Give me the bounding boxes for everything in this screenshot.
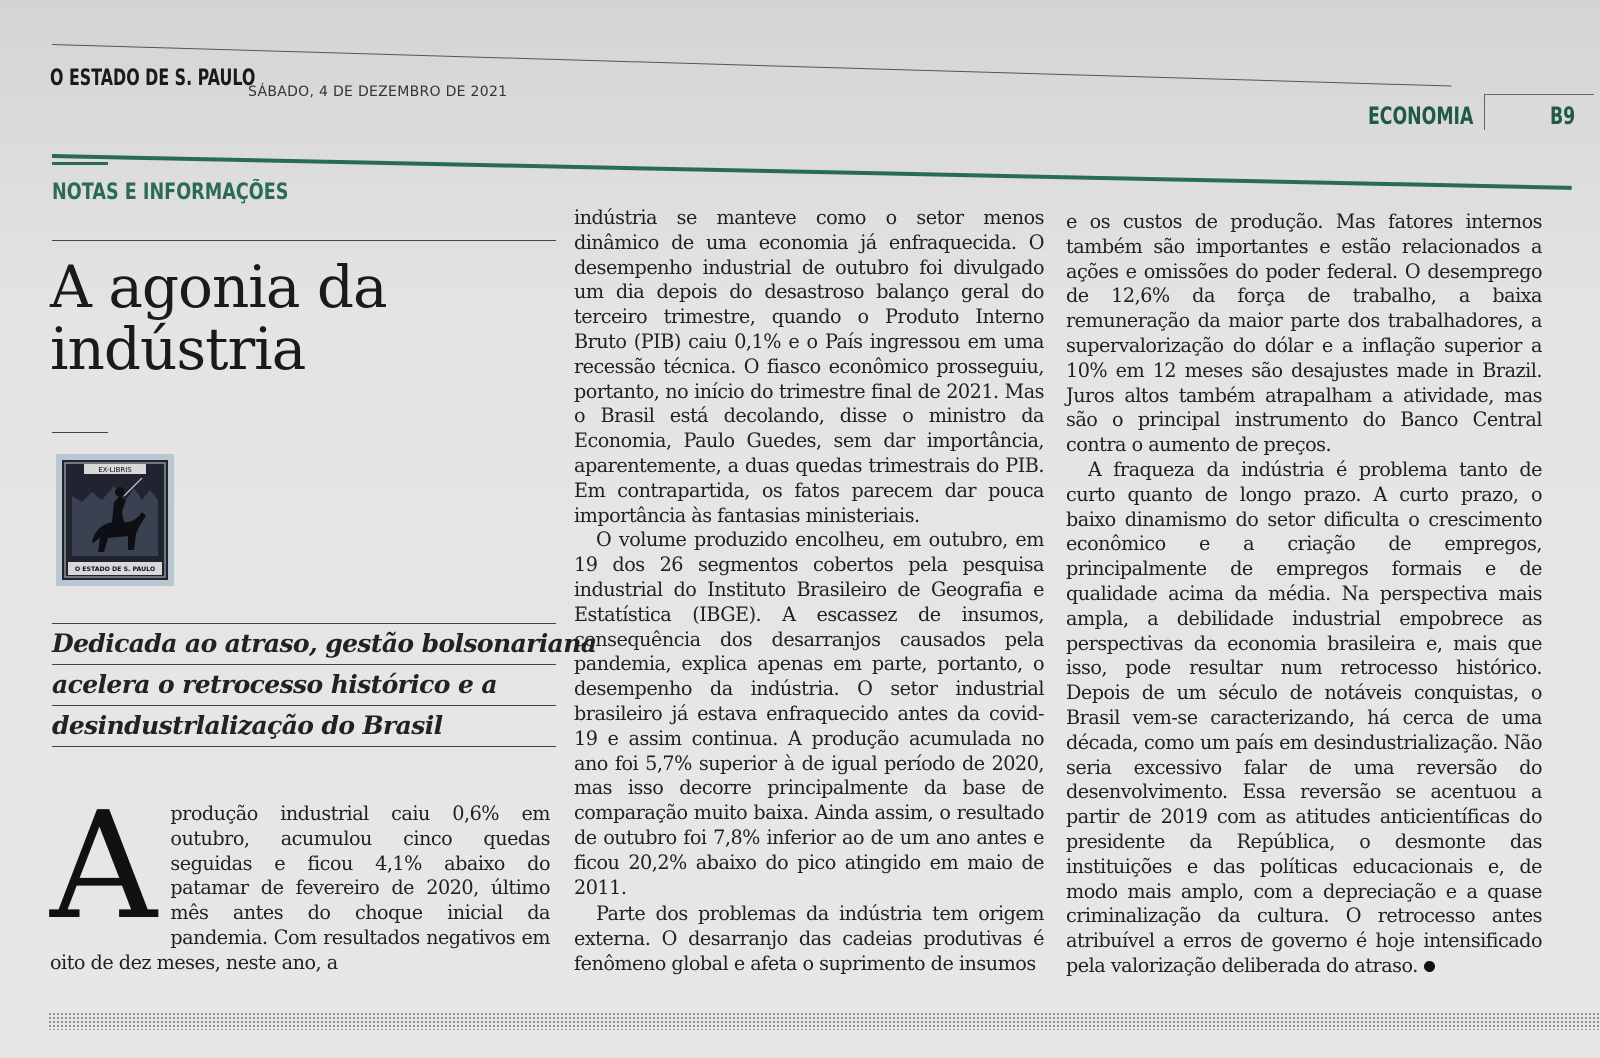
- seal-bottom-text: O ESTADO DE S. PAULO: [74, 566, 156, 573]
- article-paragraph: [1066, 458, 1542, 979]
- article-paragraph: Parte dos problemas da indústria tem origem externa. O desarranjo das cadeias produtivas é fenômeno global e afeta o suprimento de insumos: [574, 902, 1044, 975]
- section-name: ECONOMIA: [1368, 102, 1474, 130]
- article-paragraph: e os custos de produção. Mas fatores internos também são importantes e estão relacionados a ações e omissões do poder federal. O desemprego de 12,6% da força de trabalho, a baixa remuneração da maior parte dos trabalhadores, a supervalorização do dólar e a inflação superior a 10% em 12 meses são desajustes made in Brazil. Juros altos também atrapalham a atividade, mas são o principal instrumento do Banco Central contra o aumento de preços.: [1066, 210, 1542, 457]
- headline-line-1: A agonia da: [50, 253, 387, 321]
- subhead-line-1: Dedicada ao atraso, gestão bolsonariana: [52, 624, 556, 665]
- subhead-line-2: acelera o retrocesso histórico e a: [52, 665, 556, 706]
- section-rule-accent: [52, 162, 108, 165]
- article-column-3: [1066, 210, 1542, 979]
- subhead: [52, 624, 597, 747]
- masthead: O ESTADO DE S. PAULO: [50, 66, 256, 91]
- page-number: B9: [1550, 102, 1576, 130]
- top-rule: [52, 44, 1451, 87]
- article-paragraph-text: A fraqueza da indústria é problema tanto de curto quanto de longo prazo. A curto prazo, o baixo dinamismo do setor dificulta o crescimento econômico e a criação de empregos, principalmente de empregos formais e de qualidade acima da média. Na perspectiva mais ampla, a debilidade industrial empobrece as perspectivas da economia brasileira e, mais que isso, pode resultar num retrocesso histórico. Depois de um século de notáveis conquistas, o Brasil vem-se caracterizando, há cerca de uma década, como um país em desindustrialização. Não seria excessivo falar de uma reversão do desenvolvimento. Essa reversão se acentuou a partir de 2019 com as atitudes anticientíficas do presidente da República, o desmonte das instituições e das políticas educacionais e, de modo mais amplo, com a depreciação e a quase criminalização da cultura. O retrocesso antes atribuível a erros de governo é hoje intensificado pela valorização deliberada do atraso.: [1066, 457, 1542, 977]
- kicker: NOTAS E INFORMAÇÕES: [52, 180, 289, 205]
- article-paragraph: O volume produzido encolheu, em outubro, em 19 dos 26 segmentos cobertos pela pesquisa industrial do Instituto Brasileiro de Geografia e Estatística (IBGE). A escassez de insumos, consequência dos desarranjos causados pela pandemia, explica apenas em parte, portanto, o desempenho da indústria. O setor industrial brasileiro já estava enfraquecido antes da covid-19 e assim continua. A produção acumulada no ano foi 5,7% superior à de igual período de 2020, mas isso decorre principalmente da base de comparação muito baixa. Ainda assim, o resultado de outubro foi 7,8% inferior ao de um ano antes e ficou 20,2% abaixo do pico atingido em maio de 2011.: [574, 528, 1044, 899]
- headline-short-rule: [52, 432, 108, 433]
- seal-top-text: EX-LIBRIS: [98, 466, 132, 474]
- ex-libris-seal: [56, 454, 174, 586]
- headline: [50, 253, 550, 383]
- article-column-2: [574, 206, 1044, 977]
- section-box-top-rule: [1484, 94, 1594, 95]
- drop-cap: A: [50, 780, 157, 952]
- headline-line-2: indústria: [50, 315, 306, 383]
- kicker-rule: [52, 240, 556, 241]
- bottom-dotted-border: [48, 1012, 1600, 1030]
- article-column-1: [50, 780, 550, 976]
- horseman-seal-icon: [62, 460, 168, 580]
- dateline: SÁBADO, 4 DE DEZEMBRO DE 2021: [248, 84, 508, 100]
- end-mark-icon: [1424, 961, 1435, 972]
- article-paragraph: indústria se manteve como o setor menos dinâmico de uma economia já enfraquecida. O desempenho industrial de outubro foi divulgado um dia depois do desastroso balanço geral do terceiro trimestre, quando o Produto Interno Bruto (PIB) caiu 0,1% e o País ingressou em uma recessão técnica. O fiasco econômico prosseguiu, portanto, no início do trimestre final de 2021. Mas o Brasil está decolando, disse o ministro da Economia, Paulo Guedes, sem dar importância, aparentemente, a duas quedas trimestrais do PIB. Em contrapartida, os fatos parecem dar pouca importância às fantasias ministeriais.: [574, 206, 1044, 527]
- article-paragraph: produção industrial caiu 0,6% em outubro, acumulou cinco quedas seguidas e ficou 4,1% abaixo do patamar de fevereiro de 2020, último mês antes do choque inicial da pandemia. Com resultados negativos em oito de dez meses, neste ano, a: [50, 802, 550, 974]
- section-box-rule: [1484, 94, 1485, 130]
- subhead-line-3: desindustrlalização do Brasil: [52, 706, 556, 747]
